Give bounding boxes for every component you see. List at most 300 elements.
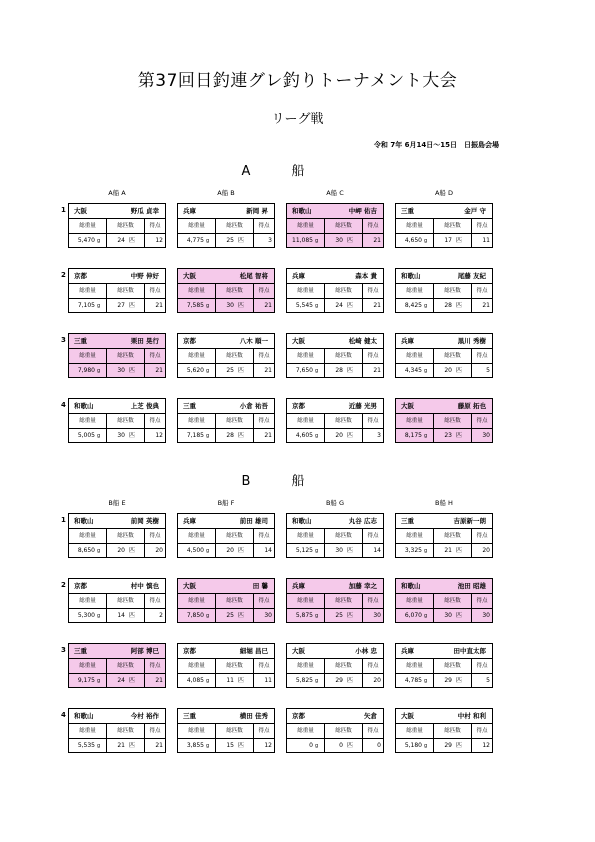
competitor-card	[68, 333, 166, 378]
weight-unit: g	[424, 678, 428, 684]
group-label: B船 F	[217, 499, 235, 507]
fish-count: 28	[444, 302, 452, 309]
fish-header: 総匹数	[216, 724, 254, 738]
fish-unit: 匹	[238, 302, 245, 309]
competitor-card	[68, 708, 166, 753]
fish-header: 総匹数	[325, 529, 363, 543]
prefecture: 和歌山	[401, 272, 421, 280]
weight-unit: g	[206, 433, 210, 439]
result-row	[69, 674, 165, 689]
fish-unit: 匹	[456, 302, 463, 309]
points-header: 得点	[476, 663, 488, 669]
points-value: 21	[373, 367, 381, 374]
weight-header: 総重量	[178, 219, 216, 233]
total-weight: 4,500	[186, 547, 204, 554]
competitor-name: 田中直太郎	[453, 647, 486, 655]
round-number: 3	[61, 646, 66, 654]
weight-header: 総重量	[287, 284, 325, 298]
total-weight: 8,175	[404, 432, 422, 439]
column-headers	[69, 414, 165, 429]
weight-header: 総重量	[69, 284, 107, 298]
result-row	[178, 429, 274, 444]
result-row	[178, 739, 274, 754]
points-value: 30	[373, 612, 381, 619]
fish-header: 総匹数	[325, 414, 363, 428]
competitor-card	[68, 398, 166, 443]
fish-count: 14	[117, 612, 125, 619]
weight-unit: g	[97, 303, 101, 309]
competitor-card	[177, 643, 275, 688]
fish-header: 総匹数	[107, 659, 145, 673]
competitor-card	[177, 708, 275, 753]
competitor-name: 池田 昭雄	[457, 582, 486, 590]
fish-count: 20	[226, 547, 234, 554]
points-value: 3	[268, 237, 272, 244]
competitor-card	[395, 268, 493, 313]
total-weight: 8,425	[404, 302, 422, 309]
result-row	[396, 364, 492, 379]
weight-header: 総重量	[69, 219, 107, 233]
fish-count: 30	[117, 432, 125, 439]
weight-unit: g	[97, 238, 101, 244]
weight-header: 総重量	[69, 529, 107, 543]
competitor-name: 尾藤 友紀	[457, 272, 486, 280]
total-weight: 4,345	[404, 367, 422, 374]
weight-header: 総重量	[396, 414, 434, 428]
weight-header: 総重量	[396, 219, 434, 233]
prefecture: 和歌山	[292, 517, 312, 525]
fish-unit: 匹	[347, 432, 354, 439]
fish-count: 30	[444, 612, 452, 619]
fish-unit: 匹	[456, 547, 463, 554]
weight-header: 総重量	[178, 659, 216, 673]
prefecture: 和歌山	[74, 517, 94, 525]
competitor-header	[178, 514, 274, 529]
group-label: B船 E	[108, 499, 126, 507]
column-headers	[396, 724, 492, 739]
points-header: 得点	[476, 533, 488, 539]
weight-unit: g	[97, 613, 101, 619]
prefecture: 京都	[292, 402, 305, 410]
fish-count: 21	[444, 547, 452, 554]
points-value: 0	[377, 742, 381, 749]
points-value: 14	[264, 547, 272, 554]
fish-unit: 匹	[129, 237, 136, 244]
points-header: 得点	[476, 223, 488, 229]
weight-unit: g	[97, 548, 101, 554]
fish-unit: 匹	[456, 367, 463, 374]
result-row	[178, 544, 274, 559]
points-value: 21	[482, 302, 490, 309]
fish-count: 21	[117, 742, 125, 749]
result-row	[287, 299, 383, 314]
competitor-header	[178, 204, 274, 219]
result-row	[396, 739, 492, 754]
weight-header: 総重量	[178, 529, 216, 543]
competitor-name: 上芝 俊典	[130, 402, 159, 410]
competitor-header	[69, 709, 165, 724]
points-value: 30	[482, 612, 490, 619]
total-weight: 7,980	[77, 367, 95, 374]
points-value: 20	[482, 547, 490, 554]
fish-header: 総匹数	[434, 724, 472, 738]
total-weight: 0	[309, 742, 313, 749]
fish-count: 20	[335, 432, 343, 439]
points-header: 得点	[149, 288, 161, 294]
fish-header: 総匹数	[216, 284, 254, 298]
round-number: 4	[61, 711, 66, 719]
group-label: B船 G	[325, 499, 345, 507]
result-row	[69, 609, 165, 624]
prefecture: 大阪	[292, 647, 305, 655]
prefecture: 兵庫	[183, 207, 196, 215]
fish-count: 29	[444, 742, 452, 749]
round-number: 1	[61, 516, 66, 524]
competitor-card	[395, 333, 493, 378]
column-headers	[178, 724, 274, 739]
column-headers	[178, 659, 274, 674]
weight-unit: g	[97, 368, 101, 374]
points-value: 5	[486, 367, 490, 374]
competitor-card	[177, 203, 275, 248]
weight-unit: g	[206, 613, 210, 619]
competitor-card	[395, 578, 493, 623]
competitor-header	[69, 399, 165, 414]
points-value: 21	[155, 742, 163, 749]
boat-title: B 船	[241, 474, 319, 489]
round-number: 2	[61, 271, 66, 279]
weight-header: 総重量	[287, 414, 325, 428]
fish-unit: 匹	[347, 367, 354, 374]
weight-header: 総重量	[69, 349, 107, 363]
points-value: 21	[264, 367, 272, 374]
weight-unit: g	[424, 238, 428, 244]
column-headers	[287, 724, 383, 739]
weight-header: 総重量	[69, 659, 107, 673]
result-row	[287, 364, 383, 379]
points-header: 得点	[149, 728, 161, 734]
total-weight: 8,650	[77, 547, 95, 554]
prefecture: 和歌山	[74, 402, 94, 410]
result-row	[287, 739, 383, 754]
group-label: A船 C	[326, 189, 344, 197]
competitor-card	[68, 513, 166, 558]
fish-header: 総匹数	[216, 659, 254, 673]
points-value: 21	[155, 302, 163, 309]
result-row	[396, 234, 492, 249]
competitor-card	[395, 513, 493, 558]
fish-count: 24	[335, 302, 343, 309]
round-number: 2	[61, 581, 66, 589]
total-weight: 6,070	[404, 612, 422, 619]
points-header: 得点	[149, 223, 161, 229]
fish-unit: 匹	[238, 612, 245, 619]
points-header: 得点	[367, 663, 379, 669]
total-weight: 5,875	[295, 612, 313, 619]
fish-header: 総匹数	[107, 594, 145, 608]
competitor-card	[286, 578, 384, 623]
competitor-card	[177, 578, 275, 623]
total-weight: 9,175	[77, 677, 95, 684]
points-header: 得点	[149, 418, 161, 424]
points-value: 21	[264, 302, 272, 309]
competitor-card	[177, 268, 275, 313]
competitor-header	[69, 204, 165, 219]
weight-unit: g	[97, 678, 101, 684]
group-label: A船 D	[434, 189, 454, 197]
weight-header: 総重量	[287, 349, 325, 363]
points-header: 得点	[476, 288, 488, 294]
competitor-name: 金戸 守	[464, 207, 486, 215]
competitor-name: 吉原新一朗	[453, 517, 486, 525]
result-row	[69, 299, 165, 314]
points-header: 得点	[258, 598, 270, 604]
prefecture: 兵庫	[401, 647, 414, 655]
points-value: 5	[486, 677, 490, 684]
competitor-name: 横田 佳秀	[239, 712, 268, 720]
column-headers	[178, 414, 274, 429]
column-headers	[69, 659, 165, 674]
total-weight: 7,105	[77, 302, 95, 309]
fish-header: 総匹数	[325, 659, 363, 673]
competitor-name: 八木 順一	[239, 337, 268, 345]
competitor-name: 松尾 智将	[239, 272, 268, 280]
competitor-name: 中野 伸好	[130, 272, 159, 280]
competitor-name: 中村 和利	[457, 712, 486, 720]
competitor-header	[396, 514, 492, 529]
competitor-header	[396, 269, 492, 284]
column-headers	[396, 349, 492, 364]
points-header: 得点	[258, 663, 270, 669]
fish-count: 28	[335, 367, 343, 374]
competitor-header	[69, 269, 165, 284]
competitor-name: 矢倉	[364, 712, 377, 720]
fish-unit: 匹	[129, 432, 136, 439]
competitor-header	[396, 644, 492, 659]
column-headers	[178, 284, 274, 299]
result-row	[178, 674, 274, 689]
fish-count: 11	[226, 677, 234, 684]
total-weight: 4,605	[295, 432, 313, 439]
prefecture: 京都	[74, 272, 87, 280]
column-headers	[287, 284, 383, 299]
total-weight: 3,855	[186, 742, 204, 749]
fish-header: 総匹数	[107, 414, 145, 428]
fish-unit: 匹	[238, 547, 245, 554]
weight-header: 総重量	[396, 529, 434, 543]
competitor-header	[287, 709, 383, 724]
competitor-card	[68, 268, 166, 313]
competitor-card	[395, 398, 493, 443]
result-row	[396, 429, 492, 444]
total-weight: 5,825	[295, 677, 313, 684]
total-weight: 4,085	[186, 677, 204, 684]
weight-header: 総重量	[69, 414, 107, 428]
result-row	[178, 299, 274, 314]
points-value: 11	[264, 677, 272, 684]
weight-unit: g	[424, 368, 428, 374]
prefecture: 三重	[401, 517, 414, 525]
prefecture: 和歌山	[401, 582, 421, 590]
points-value: 2	[159, 612, 163, 619]
weight-header: 総重量	[287, 594, 325, 608]
fish-count: 30	[335, 547, 343, 554]
event-dateline: 令和 7年 6月14日～15日 日振島会場	[373, 141, 499, 149]
prefecture: 和歌山	[74, 712, 94, 720]
fish-header: 総匹数	[325, 349, 363, 363]
round-number: 1	[61, 206, 66, 214]
column-headers	[396, 594, 492, 609]
points-value: 3	[377, 432, 381, 439]
fish-header: 総匹数	[325, 724, 363, 738]
weight-unit: g	[315, 743, 319, 749]
competitor-card	[177, 333, 275, 378]
group-label: B船 H	[435, 499, 453, 507]
total-weight: 11,085	[292, 237, 313, 244]
points-value: 12	[155, 432, 163, 439]
column-headers	[287, 659, 383, 674]
fish-count: 20	[444, 367, 452, 374]
competitor-header	[69, 334, 165, 349]
competitor-card	[395, 643, 493, 688]
result-row	[69, 544, 165, 559]
fish-count: 24	[117, 677, 125, 684]
column-headers	[287, 529, 383, 544]
fish-header: 総匹数	[434, 219, 472, 233]
weight-header: 総重量	[287, 724, 325, 738]
points-header: 得点	[476, 418, 488, 424]
fish-unit: 匹	[456, 237, 463, 244]
total-weight: 4,775	[186, 237, 204, 244]
competitor-name: 黒川 秀樹	[457, 337, 486, 345]
prefecture: 三重	[183, 402, 196, 410]
points-header: 得点	[258, 533, 270, 539]
fish-count: 29	[335, 677, 343, 684]
competitor-header	[178, 709, 274, 724]
result-row	[287, 429, 383, 444]
result-row	[287, 674, 383, 689]
fish-header: 総匹数	[107, 219, 145, 233]
total-weight: 5,620	[186, 367, 204, 374]
page-title: 第37回日釣連グレ釣りトーナメント大会	[137, 71, 458, 91]
points-header: 得点	[149, 663, 161, 669]
competitor-card	[177, 513, 275, 558]
fish-header: 総匹数	[325, 594, 363, 608]
fish-header: 総匹数	[216, 594, 254, 608]
competitor-card	[286, 643, 384, 688]
fish-unit: 匹	[456, 432, 463, 439]
total-weight: 5,300	[77, 612, 95, 619]
weight-unit: g	[206, 238, 210, 244]
fish-count: 17	[444, 237, 452, 244]
prefecture: 三重	[74, 647, 87, 655]
fish-header: 総匹数	[107, 349, 145, 363]
fish-unit: 匹	[238, 367, 245, 374]
competitor-name: 栗田 晃行	[130, 337, 159, 345]
group-label: A船 B	[217, 189, 235, 197]
result-row	[396, 674, 492, 689]
competitor-name: 前田 雄司	[239, 517, 268, 525]
prefecture: 大阪	[74, 207, 87, 215]
column-headers	[287, 219, 383, 234]
points-header: 得点	[258, 223, 270, 229]
points-header: 得点	[367, 288, 379, 294]
boat-title: A 船	[241, 164, 319, 179]
fish-header: 総匹数	[325, 219, 363, 233]
competitor-card	[286, 203, 384, 248]
competitor-name: 細堀 昌巳	[239, 647, 268, 655]
prefecture: 京都	[183, 647, 196, 655]
total-weight: 7,650	[295, 367, 313, 374]
fish-unit: 匹	[238, 432, 245, 439]
total-weight: 7,185	[186, 432, 204, 439]
fish-count: 0	[339, 742, 343, 749]
competitor-card	[286, 333, 384, 378]
weight-header: 総重量	[178, 724, 216, 738]
competitor-name: 田 馨	[252, 582, 268, 590]
fish-count: 23	[444, 432, 452, 439]
result-row	[69, 739, 165, 754]
prefecture: 和歌山	[292, 207, 312, 215]
weight-unit: g	[315, 678, 319, 684]
column-headers	[69, 284, 165, 299]
competitor-header	[396, 204, 492, 219]
competitor-name: 小倉 祐吾	[239, 402, 268, 410]
fish-unit: 匹	[129, 742, 136, 749]
competitor-name: 加藤 幸之	[348, 582, 377, 590]
fish-header: 総匹数	[325, 284, 363, 298]
total-weight: 5,180	[404, 742, 422, 749]
fish-count: 25	[226, 237, 234, 244]
points-value: 21	[155, 677, 163, 684]
fish-header: 総匹数	[434, 659, 472, 673]
points-header: 得点	[258, 728, 270, 734]
competitor-name: 中岬 佑吉	[348, 207, 377, 215]
weight-header: 総重量	[178, 414, 216, 428]
weight-unit: g	[206, 548, 210, 554]
total-weight: 5,535	[77, 742, 95, 749]
fish-unit: 匹	[347, 612, 354, 619]
total-weight: 5,005	[77, 432, 95, 439]
column-headers	[287, 349, 383, 364]
fish-count: 30	[117, 367, 125, 374]
points-value: 11	[482, 237, 490, 244]
competitor-card	[286, 398, 384, 443]
fish-unit: 匹	[129, 367, 136, 374]
points-value: 20	[373, 677, 381, 684]
fish-header: 総匹数	[434, 349, 472, 363]
competitor-header	[287, 269, 383, 284]
competitor-header	[178, 644, 274, 659]
points-header: 得点	[367, 223, 379, 229]
points-header: 得点	[258, 418, 270, 424]
prefecture: 大阪	[401, 402, 414, 410]
competitor-card	[395, 203, 493, 248]
weight-unit: g	[315, 613, 319, 619]
page-subtitle: リーグ戦	[271, 112, 324, 127]
points-header: 得点	[367, 598, 379, 604]
points-value: 12	[264, 742, 272, 749]
fish-count: 28	[226, 432, 234, 439]
column-headers	[396, 529, 492, 544]
round-number: 4	[61, 401, 66, 409]
total-weight: 5,545	[295, 302, 313, 309]
fish-unit: 匹	[347, 677, 354, 684]
fish-unit: 匹	[456, 612, 463, 619]
competitor-card	[286, 513, 384, 558]
weight-header: 総重量	[69, 594, 107, 608]
total-weight: 5,470	[77, 237, 95, 244]
